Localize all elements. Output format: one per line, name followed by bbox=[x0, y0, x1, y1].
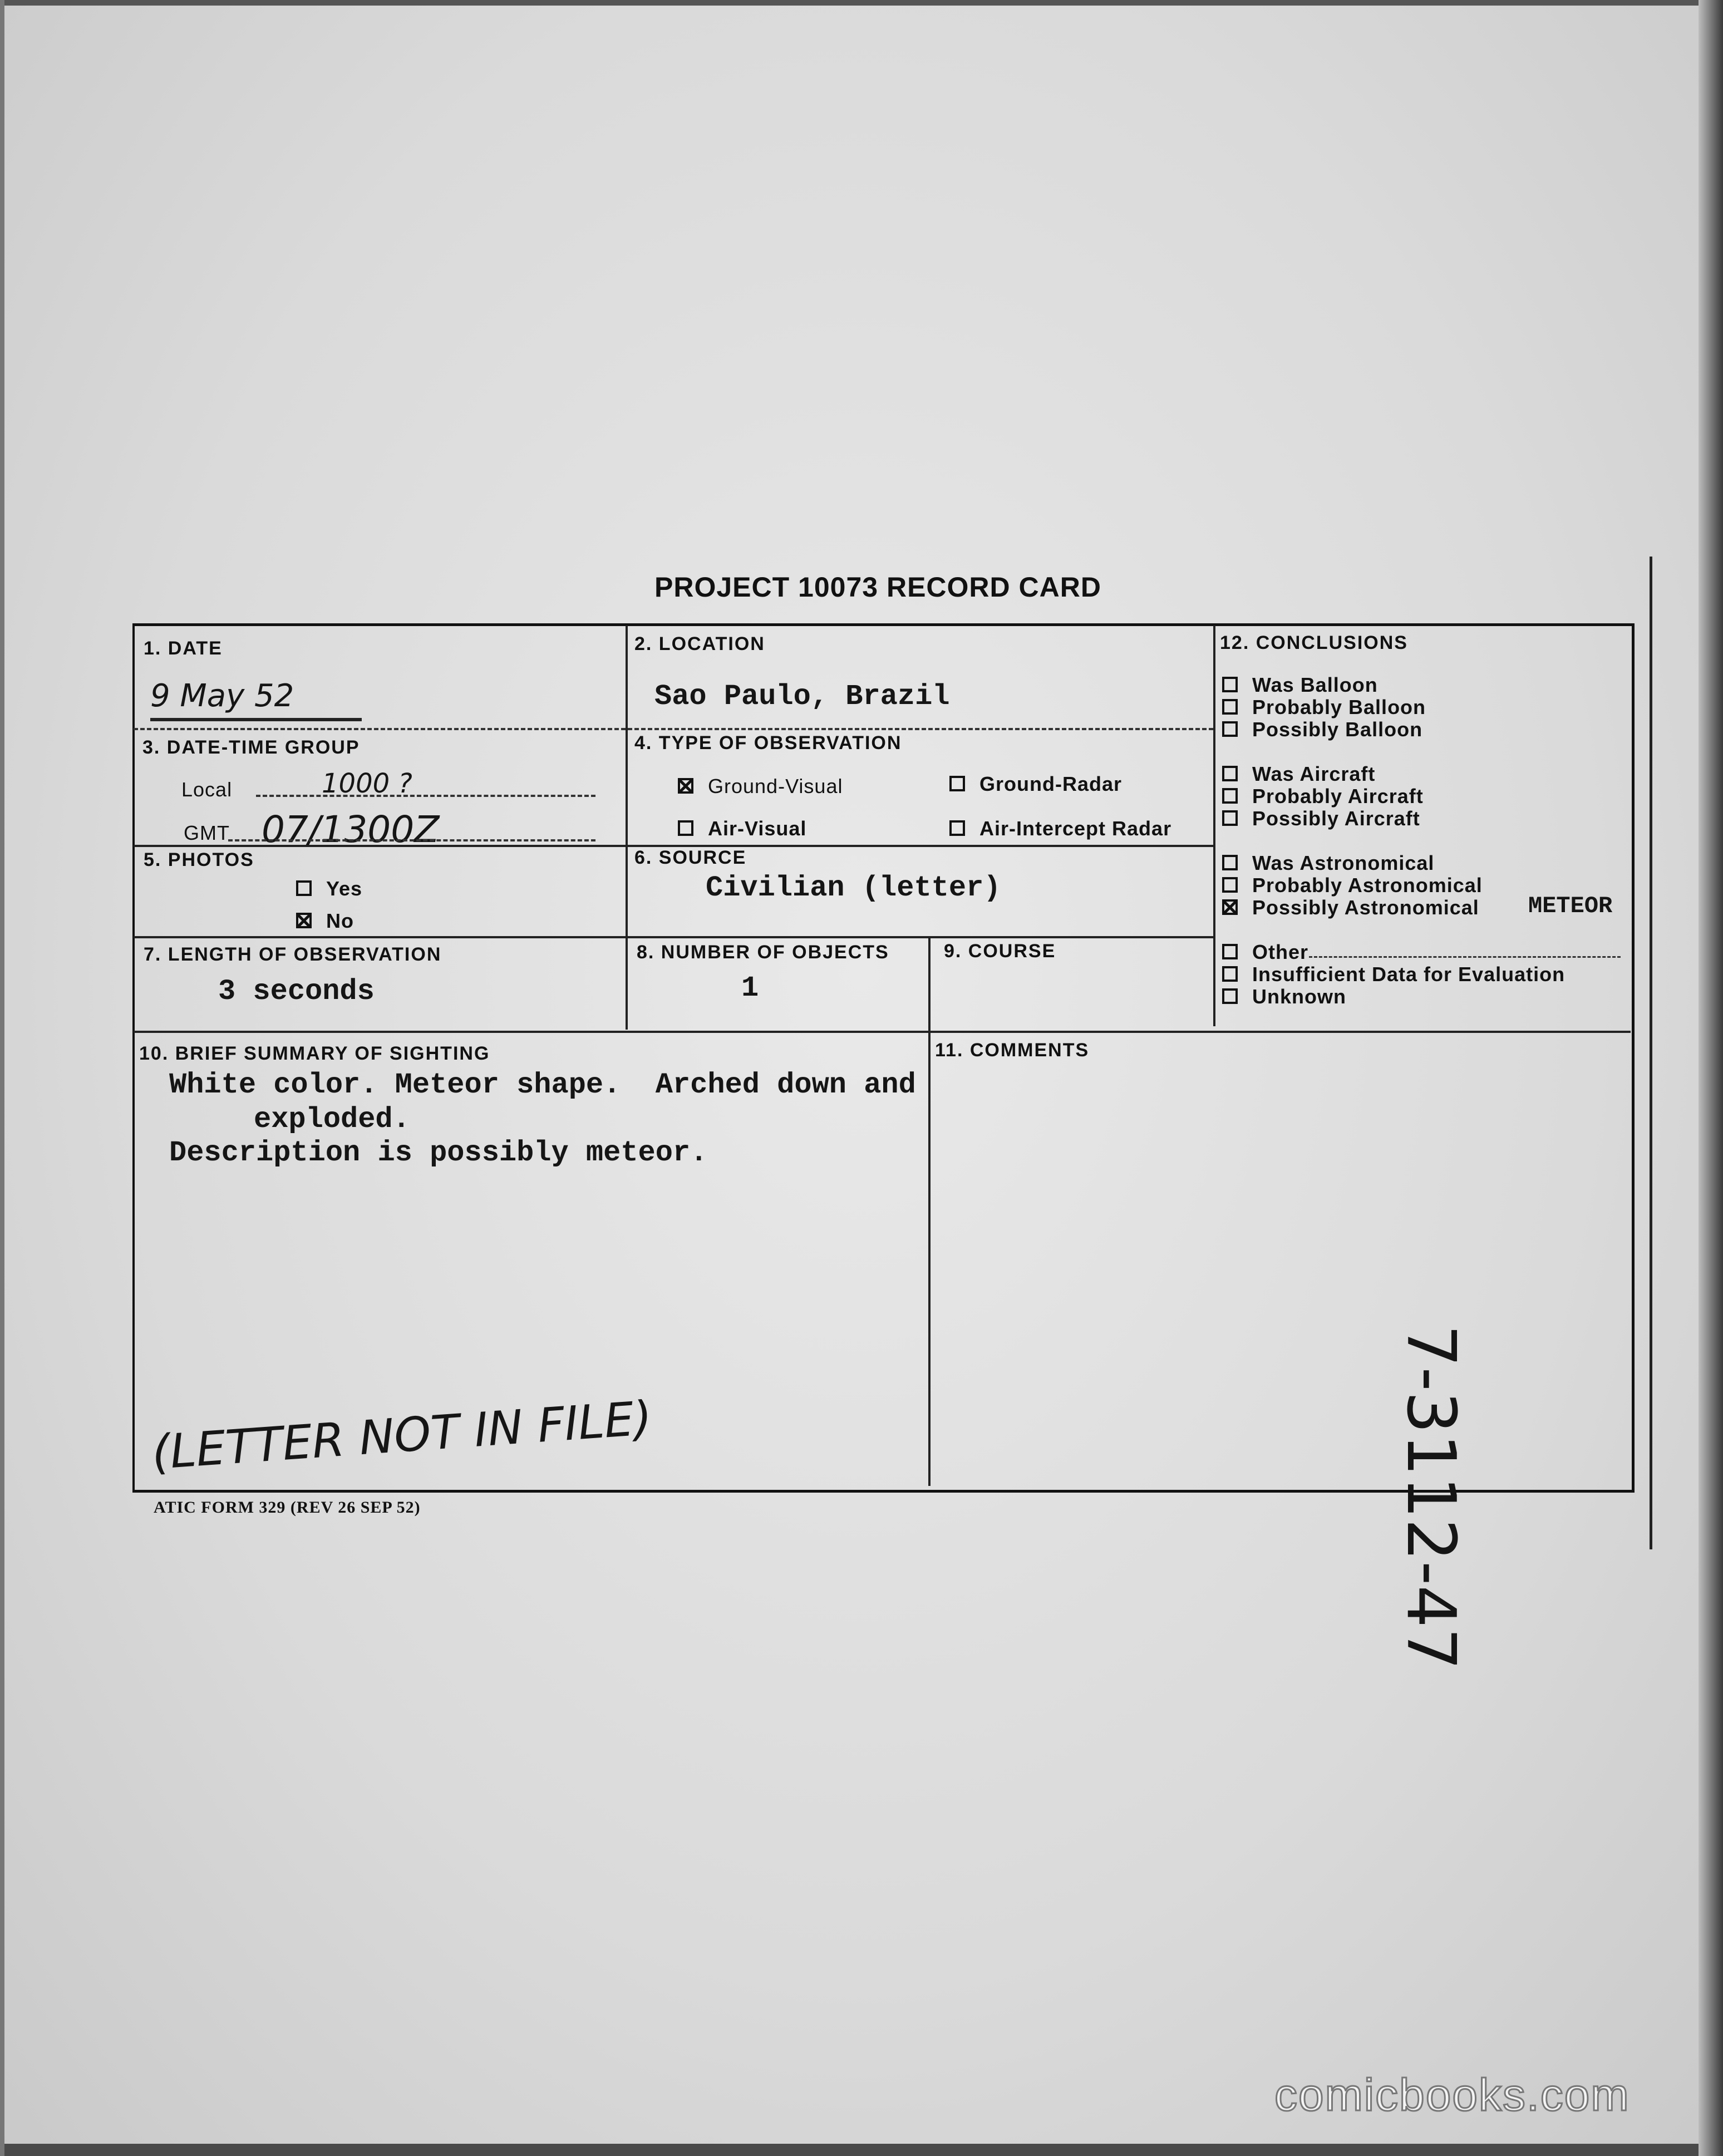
card-title: PROJECT 10073 RECORD CARD bbox=[654, 572, 1101, 603]
date-underline bbox=[150, 718, 362, 721]
date-label: 1. DATE bbox=[144, 638, 223, 659]
dtg-gmt-value: 07/1300Z bbox=[262, 808, 440, 851]
checkbox-icon bbox=[1222, 677, 1238, 692]
photos-label: 5. PHOTOS bbox=[144, 849, 254, 870]
other-line bbox=[1309, 956, 1621, 958]
grid-line bbox=[134, 936, 1213, 938]
location-label: 2. LOCATION bbox=[634, 633, 765, 654]
dtg-local-value: 1000 ? bbox=[322, 768, 412, 799]
checkbox-icon bbox=[949, 776, 965, 791]
photos-yes-option[interactable]: Yes bbox=[296, 877, 362, 900]
observation-option[interactable]: Air-Visual bbox=[678, 817, 806, 840]
location-value: Sao Paulo, Brazil bbox=[654, 680, 950, 713]
conclusion-option[interactable]: Was Astronomical bbox=[1222, 851, 1434, 875]
grid-line bbox=[134, 1031, 1631, 1033]
objects-label: 8. NUMBER OF OBJECTS bbox=[637, 942, 889, 963]
checkbox-icon bbox=[296, 880, 312, 896]
scan-edge-top bbox=[0, 0, 1723, 6]
photos-no-option[interactable]: No bbox=[296, 909, 354, 933]
checkbox-checked-icon bbox=[678, 778, 693, 794]
source-label: 6. SOURCE bbox=[634, 847, 747, 868]
conclusions-label: 12. CONCLUSIONS bbox=[1220, 632, 1408, 653]
checkbox-icon bbox=[949, 820, 965, 836]
dtg-gmt-line bbox=[228, 839, 595, 841]
watermark: comicbooks.com bbox=[1274, 2070, 1630, 2120]
checkbox-icon bbox=[1222, 810, 1238, 826]
grid-line bbox=[134, 728, 1213, 730]
checkbox-icon bbox=[1222, 721, 1238, 737]
checkbox-checked-icon bbox=[296, 913, 312, 928]
conclusion-option[interactable]: Probably Aircraft bbox=[1222, 785, 1424, 808]
checkbox-icon bbox=[1222, 877, 1238, 893]
course-label: 9. COURSE bbox=[944, 941, 1056, 962]
grid-line bbox=[1213, 626, 1215, 1026]
observation-option[interactable]: Ground-Visual bbox=[678, 775, 843, 798]
conclusion-option[interactable]: Insufficient Data for Evaluation bbox=[1222, 963, 1565, 986]
observation-type-label: 4. TYPE OF OBSERVATION bbox=[634, 732, 902, 754]
grid-line bbox=[928, 937, 931, 1486]
form-id: ATIC FORM 329 (REV 26 SEP 52) bbox=[154, 1498, 421, 1517]
conclusion-option[interactable]: Possibly Aircraft bbox=[1222, 807, 1420, 830]
conclusion-option[interactable]: Possibly Astronomical bbox=[1222, 896, 1479, 919]
checkbox-icon bbox=[1222, 944, 1238, 959]
summary-line: exploded. bbox=[254, 1103, 410, 1136]
objects-value: 1 bbox=[741, 972, 759, 1005]
length-value: 3 seconds bbox=[218, 975, 375, 1008]
dtg-local-label: Local bbox=[181, 778, 233, 801]
handwritten-note: (LETTER NOT IN FILE) bbox=[150, 1390, 654, 1480]
summary-line: White color. Meteor shape. Arched down and bbox=[169, 1069, 916, 1101]
observation-option[interactable]: Air-Intercept Radar bbox=[949, 817, 1171, 840]
dtg-label: 3. DATE-TIME GROUP bbox=[142, 737, 360, 758]
date-value: 9 May 52 bbox=[150, 678, 294, 714]
comments-label: 11. COMMENTS bbox=[935, 1040, 1090, 1061]
source-value: Civilian (letter) bbox=[706, 872, 1001, 904]
conclusion-option[interactable]: Probably Balloon bbox=[1222, 696, 1426, 719]
summary-line: Description is possibly meteor. bbox=[169, 1136, 708, 1169]
dtg-gmt-label: GMT bbox=[184, 821, 230, 844]
checkbox-icon bbox=[1222, 988, 1238, 1004]
conclusion-option[interactable]: Possibly Balloon bbox=[1222, 718, 1422, 741]
conclusion-option[interactable]: Probably Astronomical bbox=[1222, 874, 1483, 897]
conclusion-typed-note: METEOR bbox=[1528, 893, 1613, 919]
summary-label: 10. BRIEF SUMMARY OF SIGHTING bbox=[139, 1043, 490, 1064]
checkbox-icon bbox=[1222, 855, 1238, 870]
checkbox-icon bbox=[1222, 766, 1238, 781]
checkbox-icon bbox=[1222, 788, 1238, 804]
conclusion-option[interactable]: Was Balloon bbox=[1222, 673, 1378, 697]
dtg-local-line bbox=[256, 795, 595, 797]
grid-line bbox=[626, 626, 628, 1030]
conclusion-option[interactable]: Other bbox=[1222, 941, 1308, 964]
observation-option[interactable]: Ground-Radar bbox=[949, 772, 1122, 796]
scan-edge-left bbox=[0, 0, 4, 2156]
file-number: 7-3112-47 bbox=[1392, 1325, 1469, 1671]
conclusion-option[interactable]: Unknown bbox=[1222, 985, 1346, 1008]
right-margin-rule bbox=[1650, 557, 1652, 1549]
checkbox-icon bbox=[1222, 966, 1238, 982]
checkbox-checked-icon bbox=[1222, 899, 1238, 915]
scan-edge-bottom bbox=[0, 2144, 1723, 2156]
checkbox-icon bbox=[678, 820, 693, 836]
scan-edge-right bbox=[1699, 0, 1723, 2156]
length-label: 7. LENGTH OF OBSERVATION bbox=[144, 944, 442, 965]
conclusion-option[interactable]: Was Aircraft bbox=[1222, 762, 1375, 786]
checkbox-icon bbox=[1222, 699, 1238, 715]
